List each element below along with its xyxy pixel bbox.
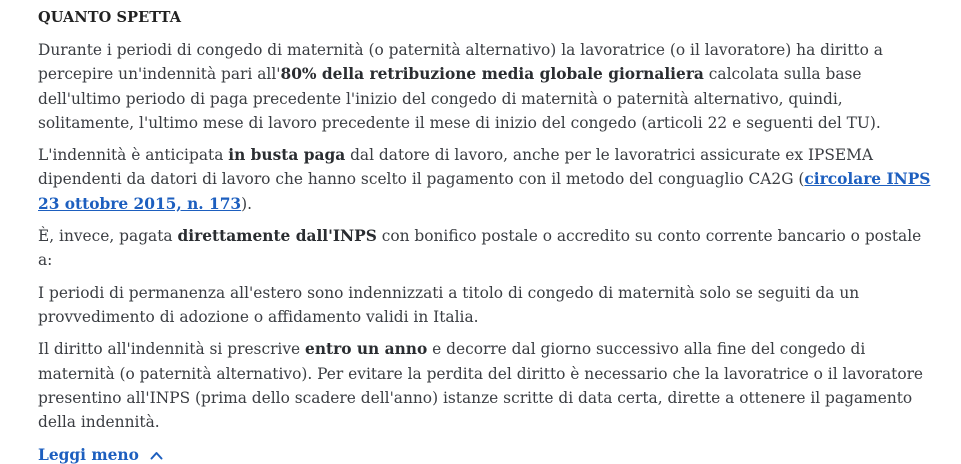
text: L'indennità è anticipata bbox=[38, 146, 229, 165]
section-title: QUANTO SPETTA bbox=[38, 9, 182, 26]
read-less-button[interactable] bbox=[38, 446, 163, 464]
text: ). bbox=[241, 194, 253, 213]
content-section bbox=[38, 0, 938, 464]
bold-text: in busta paga bbox=[228, 146, 346, 165]
text: calcolata sulla base dell'ultimo periodo di paga precedente l'inizio del congedo di maternità o paternità alternativo, quindi, solitamente, l'ultimo mese di lavoro precedente il mese di inizio del congedo (articoli 22 e seguenti del TU). bbox=[38, 65, 881, 132]
read-less-label: Leggi meno bbox=[38, 446, 139, 464]
paragraph-abroad-periods bbox=[38, 281, 938, 330]
chevron-up-icon bbox=[150, 451, 163, 460]
text: I periodi di permanenza all'estero sono indennizzati a titolo di congedo di maternità solo se seguiti da un provvedimento di adozione o affidamento validi in Italia. bbox=[38, 283, 860, 326]
text: È, invece, pagata bbox=[38, 227, 178, 246]
circolare-inps-link[interactable]: circolare INPS 23 ottobre 2015, n. 173 bbox=[38, 170, 931, 213]
paragraph-payment-employer bbox=[38, 143, 938, 216]
text: con bonifico postale o accredito su conto corrente bancario o postale a: bbox=[38, 227, 922, 270]
bold-text: direttamente dall'INPS bbox=[177, 227, 377, 246]
paragraph-payment-inps bbox=[38, 224, 938, 273]
text: Durante i periodi di congedo di maternità (o paternità alternativo) la lavoratrice (o il lavoratore) ha diritto a percepire un'indennità pari all' bbox=[38, 41, 883, 84]
text: e decorre dal giorno successivo alla fine del congedo di maternità (o paternità alternativo). Per evitare la perdita del diritto è necessario che la lavoratrice o il lavoratore presentino all'INPS (prima dello scadere dell'anno) istanze scritte di data certa, dirette a ottenere il pagamento della indennità. bbox=[38, 340, 924, 432]
bold-text: 80% della retribuzione media globale giornaliera bbox=[280, 65, 704, 84]
paragraph-prescription bbox=[38, 337, 938, 434]
text: dal datore di lavoro, anche per le lavoratrici assicurate ex IPSEMA dipendenti da datori di lavoro che hanno scelto il pagamento con il metodo del conguaglio CA2G ( bbox=[38, 146, 874, 189]
text: Il diritto all'indennità si prescrive bbox=[38, 340, 306, 359]
bold-text: entro un anno bbox=[305, 340, 428, 359]
paragraph-indemnity-amount bbox=[38, 38, 938, 135]
